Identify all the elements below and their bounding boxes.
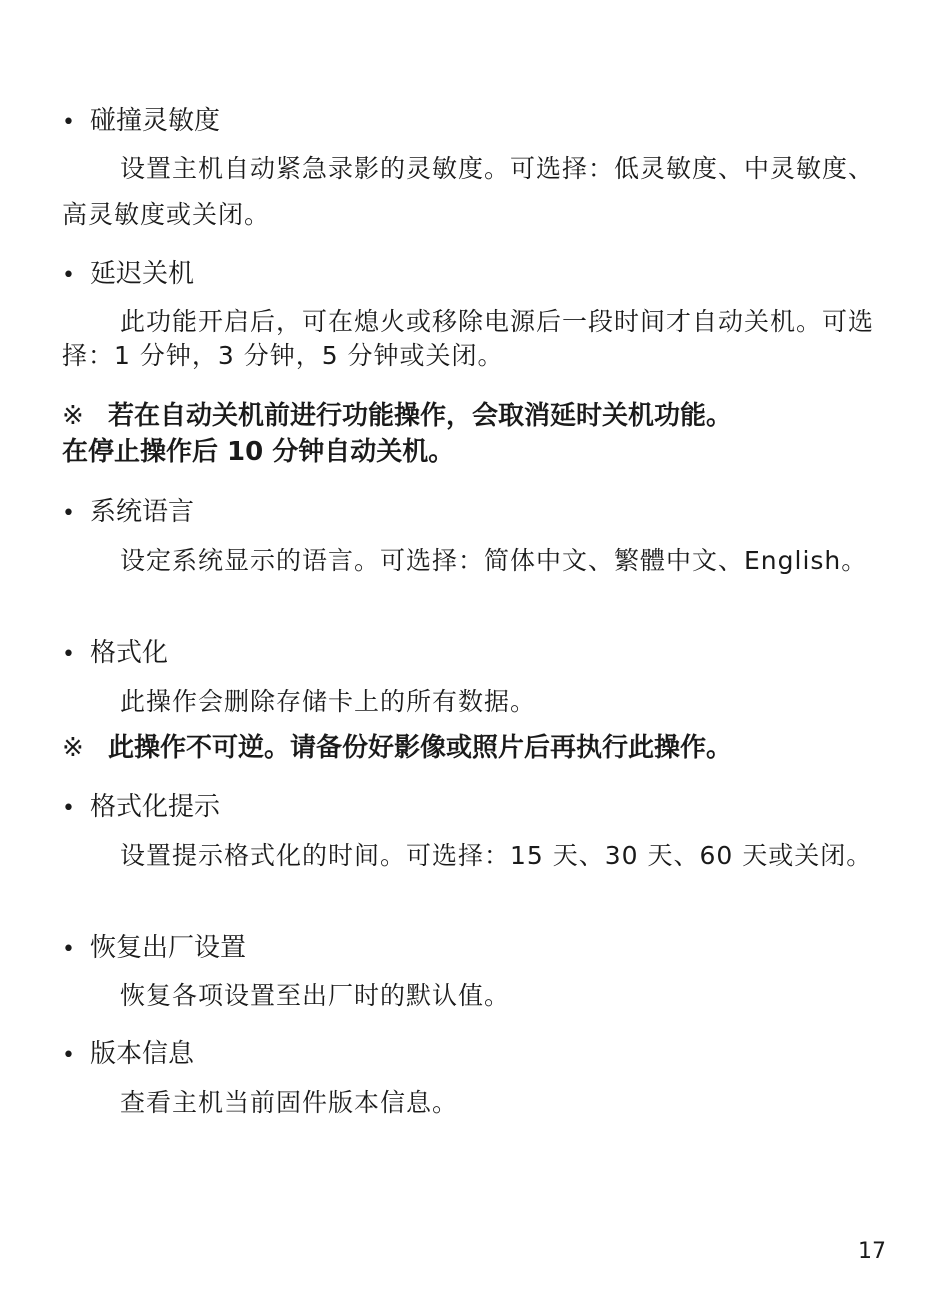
note-delayed-shutdown [62, 398, 902, 470]
section-body-factory-reset: 恢复各项设置至出厂时的默认值。 [120, 981, 511, 1010]
bullet-icon: • [62, 1043, 75, 1068]
section-body-format: 此操作会删除存储卡上的所有数据。 [120, 687, 537, 716]
section-heading-factory-reset: • 恢复出厂设置 [62, 932, 246, 966]
bullet-icon: • [62, 796, 75, 821]
note-line: ※ 此操作不可逆。请备份好影像或照片后再执行此操作。 [62, 730, 902, 766]
page-number: 17 [858, 1239, 886, 1264]
bullet-icon: • [62, 263, 75, 288]
note-line: ※ 若在自动关机前进行功能操作，会取消延时关机功能。 [62, 398, 902, 434]
section-heading-collision-sensitivity: • 碰撞灵敏度 [62, 105, 220, 139]
note-format [62, 730, 902, 766]
section-body-system-language: 设定系统显示的语言。可选择：简体中文、繁體中文、English。 [120, 546, 868, 575]
section-body-delayed-shutdown: 此功能开启后，可在熄火或移除电源后一段时间才自动关机。可选择：1 分钟，3 分钟，5 分钟或关闭。 [62, 307, 875, 370]
section-body-version-info: 查看主机当前固件版本信息。 [120, 1088, 459, 1117]
section-heading-format-reminder: • 格式化提示 [62, 791, 220, 825]
bullet-icon: • [62, 110, 75, 135]
note-line: 在停止操作后 10 分钟自动关机。 [62, 437, 455, 467]
bullet-icon: • [62, 642, 75, 667]
section-heading-delayed-shutdown: • 延迟关机 [62, 258, 194, 292]
note-mark-icon: ※ [62, 401, 84, 431]
section-heading-system-language: • 系统语言 [62, 496, 194, 530]
section-body-format-reminder: 设置提示格式化的时间。可选择：15 天、30 天、60 天或关闭。 [120, 841, 873, 870]
note-mark-icon: ※ [62, 733, 84, 763]
section-heading-format: • 格式化 [62, 637, 168, 671]
section-heading-version-info: • 版本信息 [62, 1038, 194, 1072]
section-body-collision-sensitivity: 设置主机自动紧急录影的灵敏度。可选择：低灵敏度、中灵敏度、高灵敏度或关闭。 [62, 154, 875, 229]
bullet-icon: • [62, 937, 75, 962]
bullet-icon: • [62, 501, 75, 526]
